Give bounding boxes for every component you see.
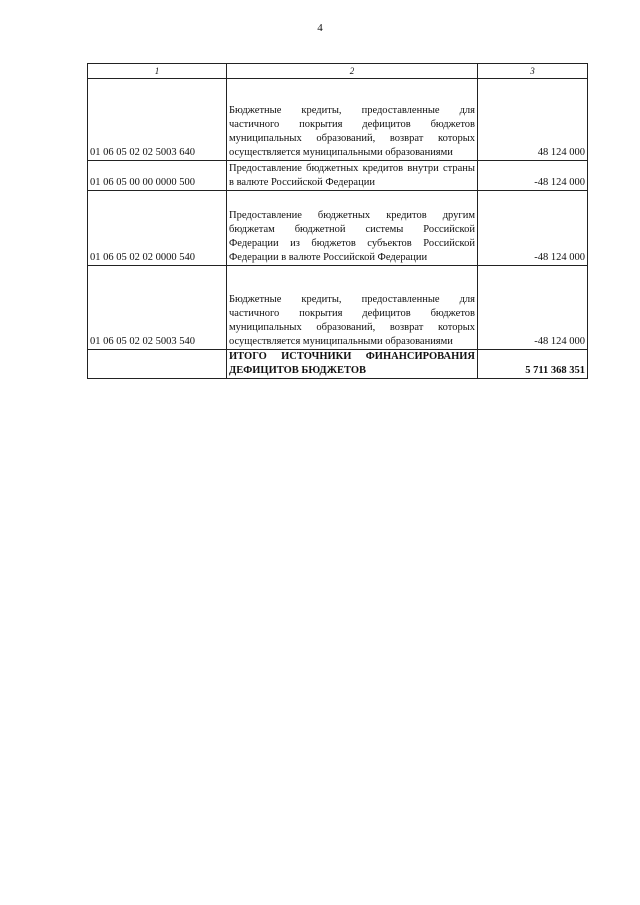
row-name: Бюджетные кредиты, предоставленные для частичного покрытия дефицитов бюджетов муниципальных образований, возврат которых осуществляется муниципальными образованиями — [227, 79, 478, 161]
total-label: ИТОГО ИСТОЧНИКИ ФИНАНСИРОВАНИЯ ДЕФИЦИТОВ БЮДЖЕТОВ — [227, 350, 478, 379]
table-row — [88, 161, 588, 191]
row-amount: -48 124 000 — [478, 191, 588, 266]
total-code-cell — [88, 350, 227, 379]
row-code: 01 06 05 02 02 5003 540 — [88, 266, 227, 350]
row-name: Бюджетные кредиты, предоставленные для частичного покрытия дефицитов бюджетов муниципальных образований, возврат которых осуществляется муниципальными образованиями — [227, 266, 478, 350]
row-name: Предоставление бюджетных кредитов внутри страны в валюте Российской Федерации — [227, 161, 478, 191]
total-row — [88, 350, 588, 379]
table-row — [88, 266, 588, 350]
row-code: 01 06 05 02 02 5003 640 — [88, 79, 227, 161]
row-code: 01 06 05 00 00 0000 500 — [88, 161, 227, 191]
row-amount: -48 124 000 — [478, 266, 588, 350]
table-row — [88, 191, 588, 266]
total-amount: 5 711 368 351 — [478, 350, 588, 379]
row-amount: -48 124 000 — [478, 161, 588, 191]
budget-sources-table — [87, 63, 588, 379]
table-header-row — [88, 64, 588, 79]
column-header-name: 2 — [227, 64, 478, 79]
column-header-code: 1 — [88, 64, 227, 79]
column-header-amount: 3 — [478, 64, 588, 79]
row-code: 01 06 05 02 02 0000 540 — [88, 191, 227, 266]
row-amount: 48 124 000 — [478, 79, 588, 161]
page-number: 4 — [317, 22, 323, 34]
table-row — [88, 79, 588, 161]
row-name: Предоставление бюджетных кредитов другим бюджетам бюджетной системы Российской Федерации из бюджетов субъектов Российской Федерации в валюте Российской Федерации — [227, 191, 478, 266]
